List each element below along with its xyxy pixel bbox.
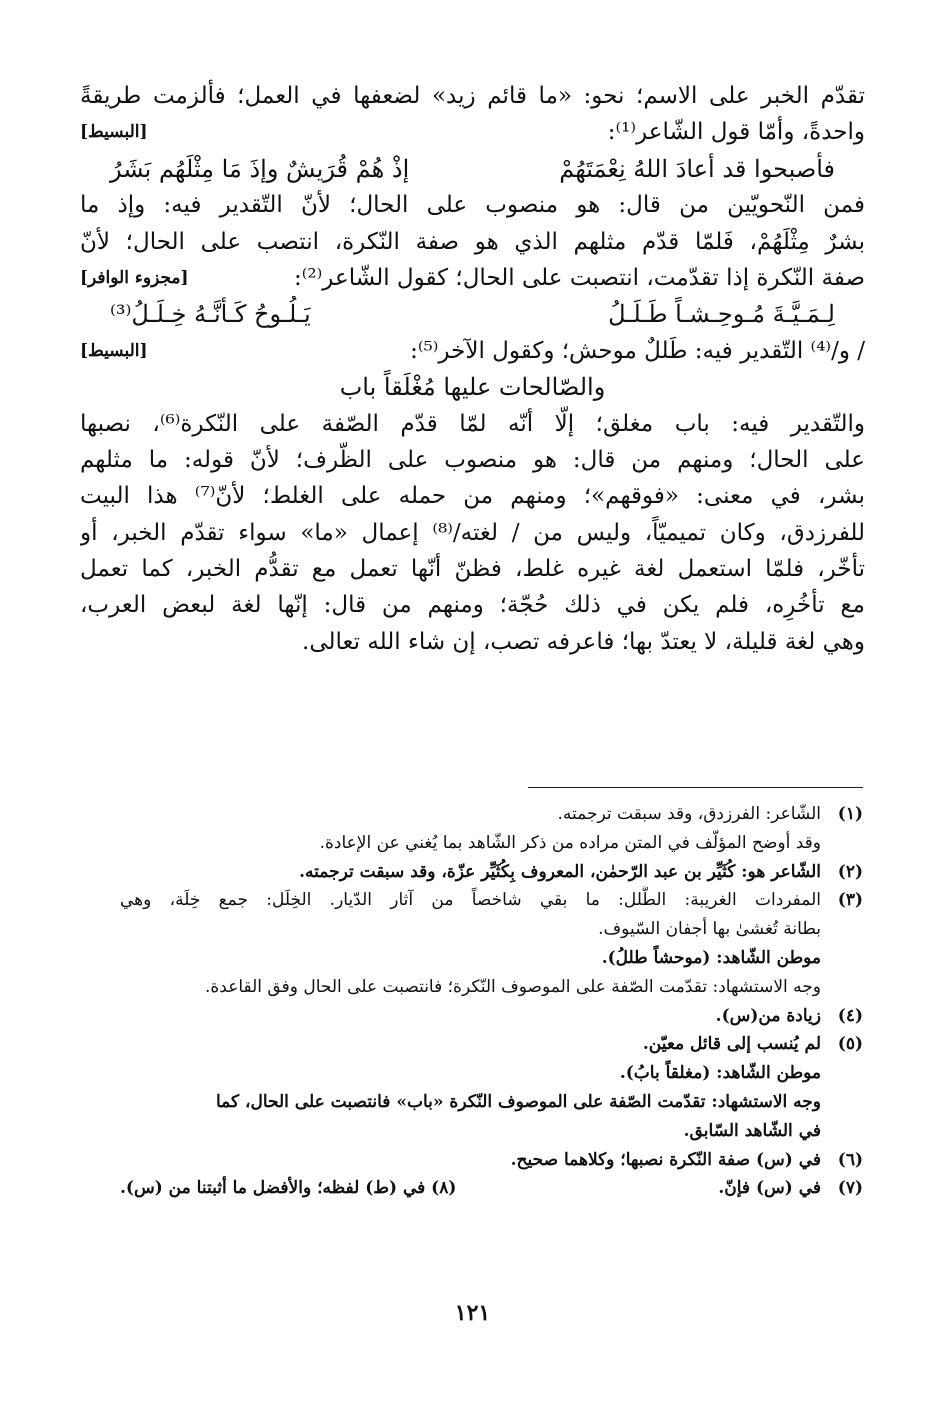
meter-tag: [البسيط] xyxy=(80,340,148,361)
poetry-verse xyxy=(80,296,865,332)
footnote-continuation: موطن الشّاهد: (موحشاً طللُ). xyxy=(601,947,821,968)
footnote-text: الشّاعر هو: كُثَيِّر بن عبد الرّحمٰن، المعروف بِكُثَيِّر عزّة، وقد سبقت ترجمته. xyxy=(299,861,821,882)
text-line: مع تأخُرِه، فلم يكن في ذلك حُجّة؛ ومنهم من قال: إنّها لغة لبعض العرب، xyxy=(80,592,865,619)
footnote-continuation: في الشّاهد السّابق. xyxy=(683,1120,821,1141)
footnote xyxy=(120,1030,863,1059)
footnote-continuation: بطانة تُغشىٰ بها أجفان السّيوف. xyxy=(598,919,821,940)
verse-hemistich-left: إذْ هُمْ قُرَيشٌ وإذَ مَا مِثْلَهُم بَشَرُ xyxy=(110,154,410,183)
footnote-number: (٣) xyxy=(837,890,863,911)
text-line: تقدّم الخبر على الاسم؛ نحو: «ما قائم زيد» لضعفها في العمل؛ فألزمت طريقةً xyxy=(80,83,865,109)
footnote xyxy=(120,886,863,915)
footnote xyxy=(120,858,863,887)
text-line: تأخّر، فلمّا استعمل لغة غيره غلط، فظنّ أنّها تعمل مع تقدُّم الخبر، كما تعمل xyxy=(80,556,865,583)
footnote-text: في (س) فإنّ. xyxy=(718,1178,821,1199)
meter-tag: [مجزوء الوافر] xyxy=(80,267,189,288)
footnote-continuation: موطن الشّاهد: (مغلقاً بابُ). xyxy=(619,1063,821,1084)
footnote xyxy=(120,800,863,829)
footnote-continuation: وجه الاستشهاد: تقدّمت الصّفة على الموصوف النّكرة «باب» فانتصبت على الحال، كما xyxy=(215,1091,821,1112)
footnote xyxy=(120,1002,863,1031)
verse-hemistich-left: يَـلُـوحُ كَـأَنَّـهُ خِـلَـلُ⁽³⁾ xyxy=(110,300,311,329)
page-number: ١٢١ xyxy=(454,1300,491,1326)
footnote-number: (٤) xyxy=(837,1005,863,1026)
text-line: على الحال؛ ومنهم من قال: هو منصوب على الظّرف؛ لأنّ قوله: ما مثلهم xyxy=(80,446,865,473)
text-line-with-meter xyxy=(80,333,865,369)
footnote-number: (١) xyxy=(837,804,863,824)
main-text xyxy=(80,78,865,660)
text-line-with-meter xyxy=(80,260,865,296)
footnote-pair xyxy=(120,1174,821,1203)
poetry-verse-half: والصّالحات عليها مُغْلَقاً باب xyxy=(339,373,606,402)
footnote-number: (٧) xyxy=(837,1178,863,1199)
footnote-text: في (س) صفة النّكرة نصبها؛ وكلاهما صحيح. xyxy=(510,1149,821,1170)
footnote-number: (٦) xyxy=(837,1149,863,1170)
footnote-separator xyxy=(528,787,863,788)
text-line: فمن النّحويّين من قال: هو منصوب على الحال؛ لأنّ التّقدير فيه: وإذ ما xyxy=(80,192,865,219)
footnote xyxy=(120,1146,863,1175)
footnote-text: (٨) في (ط) لفظه؛ والأفضل ما أثبتنا من (س). xyxy=(120,1178,457,1199)
text-line: والتّقدير فيه: باب مغلق؛ إلّا أنّه لمّا قدّم الصّفة على النّكرة⁽⁶⁾، نصبها xyxy=(80,410,865,437)
verse-hemistich-right: فأصبحوا قد أعادَ اللهُ نِعْمَتَهُمْ xyxy=(559,154,835,183)
text-line: واحدةً، وأمّا قول الشّاعر⁽¹⁾: xyxy=(607,119,865,146)
verse-hemistich-right: لِـمَـيَّـةَ مُـوحِـشـاً طَـلَـلُ xyxy=(608,300,835,329)
poetry-verse xyxy=(80,151,865,187)
footnote-text: الشّاعر: الفرزدق، وقد سبقت ترجمته. xyxy=(557,804,821,824)
footnote-continuation: وقد أوضح المؤلّف في المتن مراده من ذكر الشّاهد بما يُغني عن الإعادة. xyxy=(319,832,821,853)
footnote-continuation: وجه الاستشهاد: تقدّمت الصّفة على الموصوف النّكرة؛ فانتصبت على الحال وفق القاعدة. xyxy=(204,976,821,997)
meter-tag: [البسيط] xyxy=(80,122,148,143)
footnote xyxy=(120,1174,863,1203)
footnote-text: زيادة من(س). xyxy=(715,1005,821,1026)
text-line: بشرٌ مِثْلَهُمْ، فَلمّا قدّم مثلهم الذي هو صفة النّكرة، انتصب على الحال؛ لأنّ xyxy=(80,228,865,255)
text-line: بشر، في معنى: «فوقهم»؛ ومنهم من حمله على الغلط؛ لأنّ⁽⁷⁾ هذا البيت xyxy=(80,483,865,510)
text-line: صفة النّكرة إذا تقدّمت، انتصبت على الحال؛ كقول الشّاعر⁽²⁾: xyxy=(293,264,865,291)
footnote-text: المفردات الغريبة: الطَّلل: ما بقي شاخصاً من آثار الدّيار. الخِلَل: جمع خِلَة، وهي xyxy=(120,890,821,911)
footnote-text: لم يُنسب إلى قائل معيّن. xyxy=(642,1034,821,1055)
footnote-number: (٢) xyxy=(837,861,863,882)
text-line-with-meter xyxy=(80,114,865,150)
text-line: / و/⁽⁴⁾ التّقدير فيه: طَللٌ موحش؛ وكقول الآخر⁽⁵⁾: xyxy=(410,337,865,364)
text-line: للفرزدق، وكان تميميّاً، وليس من / لغته/⁽⁸⁾ إعمال «ما» سواء تقدّم الخبر، أو xyxy=(80,519,865,546)
footnote-number: (٥) xyxy=(837,1034,863,1055)
text-line: وهي لغة قليلة، لا يعتدّ بها؛ فاعرفه تصب، إن شاء الله تعالى. xyxy=(302,628,865,655)
footnotes xyxy=(120,800,863,1203)
